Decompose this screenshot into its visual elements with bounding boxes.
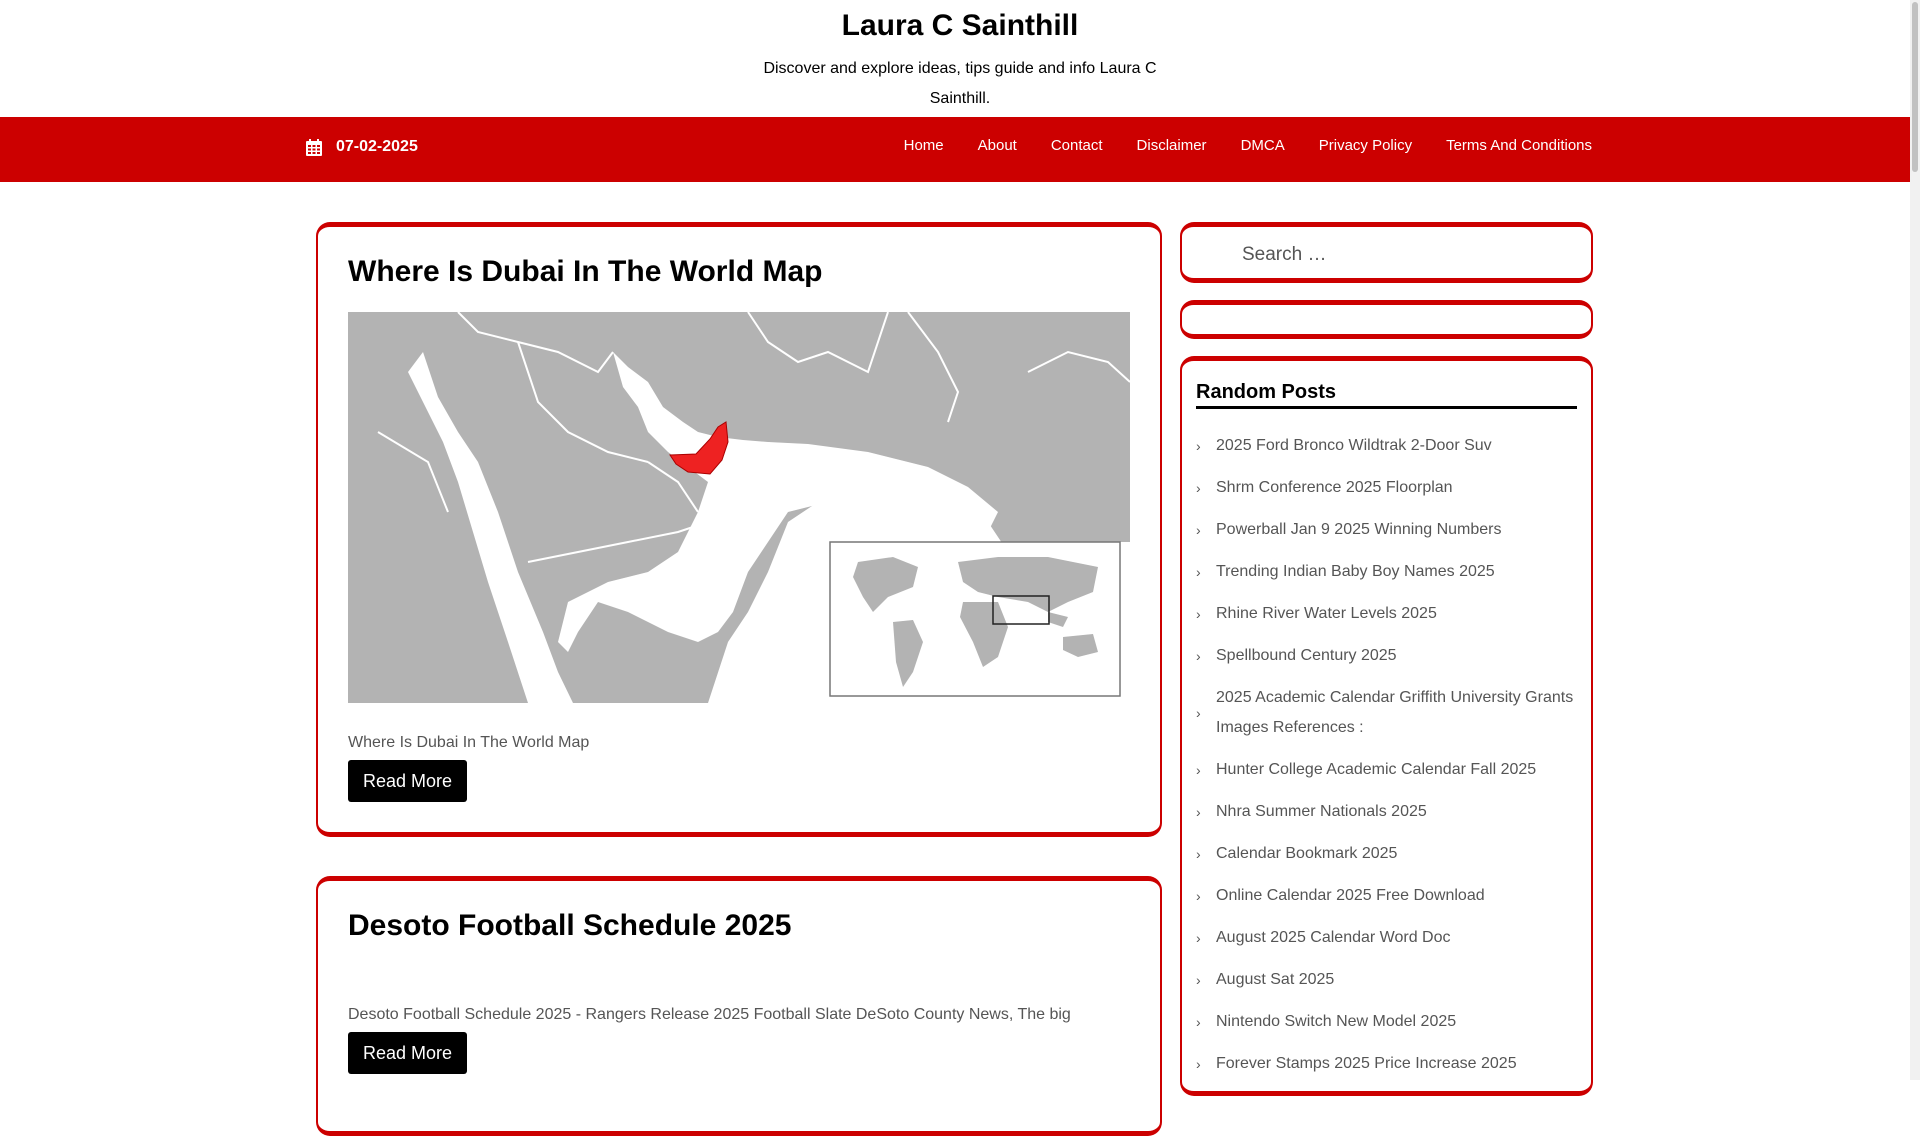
read-more-button[interactable]: Read More bbox=[348, 1032, 467, 1074]
site-title[interactable]: Laura C Sainthill bbox=[841, 9, 1079, 42]
chevron-right-icon: › bbox=[1196, 888, 1201, 904]
nav-item-privacy-policy[interactable]: Privacy Policy bbox=[1318, 137, 1413, 154]
search-input[interactable] bbox=[1202, 235, 1562, 275]
chevron-right-icon: › bbox=[1196, 606, 1201, 622]
list-item[interactable]: › 2025 Ford Bronco Wildtrak 2-Door Suv bbox=[1196, 431, 1577, 461]
nav-item-terms[interactable]: Terms And Conditions bbox=[1446, 137, 1592, 154]
list-item[interactable]: › Trending Indian Baby Boy Names 2025 bbox=[1196, 557, 1577, 587]
site-header bbox=[0, 0, 1920, 117]
chevron-right-icon: › bbox=[1196, 1014, 1201, 1030]
nav-menu bbox=[887, 137, 1592, 154]
chevron-right-icon: › bbox=[1196, 930, 1201, 946]
post-excerpt: Where Is Dubai In The World Map bbox=[348, 734, 590, 751]
list-item[interactable]: › Powerball Jan 9 2025 Winning Numbers bbox=[1196, 515, 1577, 545]
post-thumbnail-map[interactable] bbox=[348, 312, 1130, 703]
post-card bbox=[316, 876, 1162, 1136]
scrollbar-thumb[interactable] bbox=[1912, 2, 1918, 172]
chevron-right-icon: › bbox=[1196, 762, 1201, 778]
chevron-right-icon: › bbox=[1196, 648, 1201, 664]
nav-item-home[interactable]: Home bbox=[903, 137, 944, 154]
chevron-right-icon: › bbox=[1196, 1056, 1201, 1072]
nav-item-dmca[interactable]: DMCA bbox=[1240, 137, 1285, 154]
chevron-right-icon: › bbox=[1196, 522, 1201, 538]
empty-widget bbox=[1180, 300, 1593, 339]
list-item[interactable]: › Forever Stamps 2025 Price Increase 2025 bbox=[1196, 1049, 1577, 1079]
nav-item-about[interactable]: About bbox=[977, 137, 1017, 154]
list-item[interactable]: › Calendar Bookmark 2025 bbox=[1196, 839, 1577, 869]
list-item[interactable]: › Nintendo Switch New Model 2025 bbox=[1196, 1007, 1577, 1037]
page-scrollbar[interactable] bbox=[1910, 0, 1920, 1080]
chevron-right-icon: › bbox=[1196, 972, 1201, 988]
nav-item-contact[interactable]: Contact bbox=[1050, 137, 1103, 154]
list-item[interactable]: › Nhra Summer Nationals 2025 bbox=[1196, 797, 1577, 827]
list-item[interactable]: › Rhine River Water Levels 2025 bbox=[1196, 599, 1577, 629]
post-title[interactable]: Where Is Dubai In The World Map bbox=[348, 255, 823, 288]
current-date: 07-02-2025 bbox=[336, 138, 418, 155]
calendar-icon bbox=[306, 139, 322, 156]
post-excerpt: Desoto Football Schedule 2025 - Rangers Release 2025 Football Slate DeSoto County News, The big bbox=[348, 1006, 1071, 1023]
list-item[interactable]: › August Sat 2025 bbox=[1196, 965, 1577, 995]
nav-item-disclaimer[interactable]: Disclaimer bbox=[1136, 137, 1207, 154]
list-item[interactable]: › Spellbound Century 2025 bbox=[1196, 641, 1577, 671]
list-item[interactable]: › Online Calendar 2025 Free Download bbox=[1196, 881, 1577, 911]
widget-title: Random Posts bbox=[1196, 381, 1577, 409]
nav-date bbox=[306, 138, 418, 156]
chevron-right-icon: › bbox=[1196, 846, 1201, 862]
list-item[interactable]: › Hunter College Academic Calendar Fall 2025 bbox=[1196, 755, 1577, 785]
read-more-button[interactable]: Read More bbox=[348, 760, 467, 802]
search-widget bbox=[1180, 222, 1593, 283]
site-description: Discover and explore ideas, tips guide and info Laura C Sainthill. bbox=[763, 60, 1157, 107]
chevron-right-icon: › bbox=[1196, 705, 1201, 721]
list-item[interactable]: › Shrm Conference 2025 Floorplan bbox=[1196, 473, 1577, 503]
list-item[interactable]: › August 2025 Calendar Word Doc bbox=[1196, 923, 1577, 953]
chevron-right-icon: › bbox=[1196, 480, 1201, 496]
chevron-right-icon: › bbox=[1196, 804, 1201, 820]
list-item[interactable]: › 2025 Academic Calendar Griffith University Grants Images References : bbox=[1196, 689, 1574, 736]
chevron-right-icon: › bbox=[1196, 438, 1201, 454]
chevron-right-icon: › bbox=[1196, 564, 1201, 580]
middle-east-map-image bbox=[348, 312, 1130, 703]
random-posts-list bbox=[1196, 431, 1577, 1091]
main-navbar bbox=[0, 117, 1910, 182]
post-title[interactable]: Desoto Football Schedule 2025 bbox=[348, 909, 792, 942]
post-card bbox=[316, 222, 1162, 837]
random-posts-widget bbox=[1180, 356, 1593, 1096]
